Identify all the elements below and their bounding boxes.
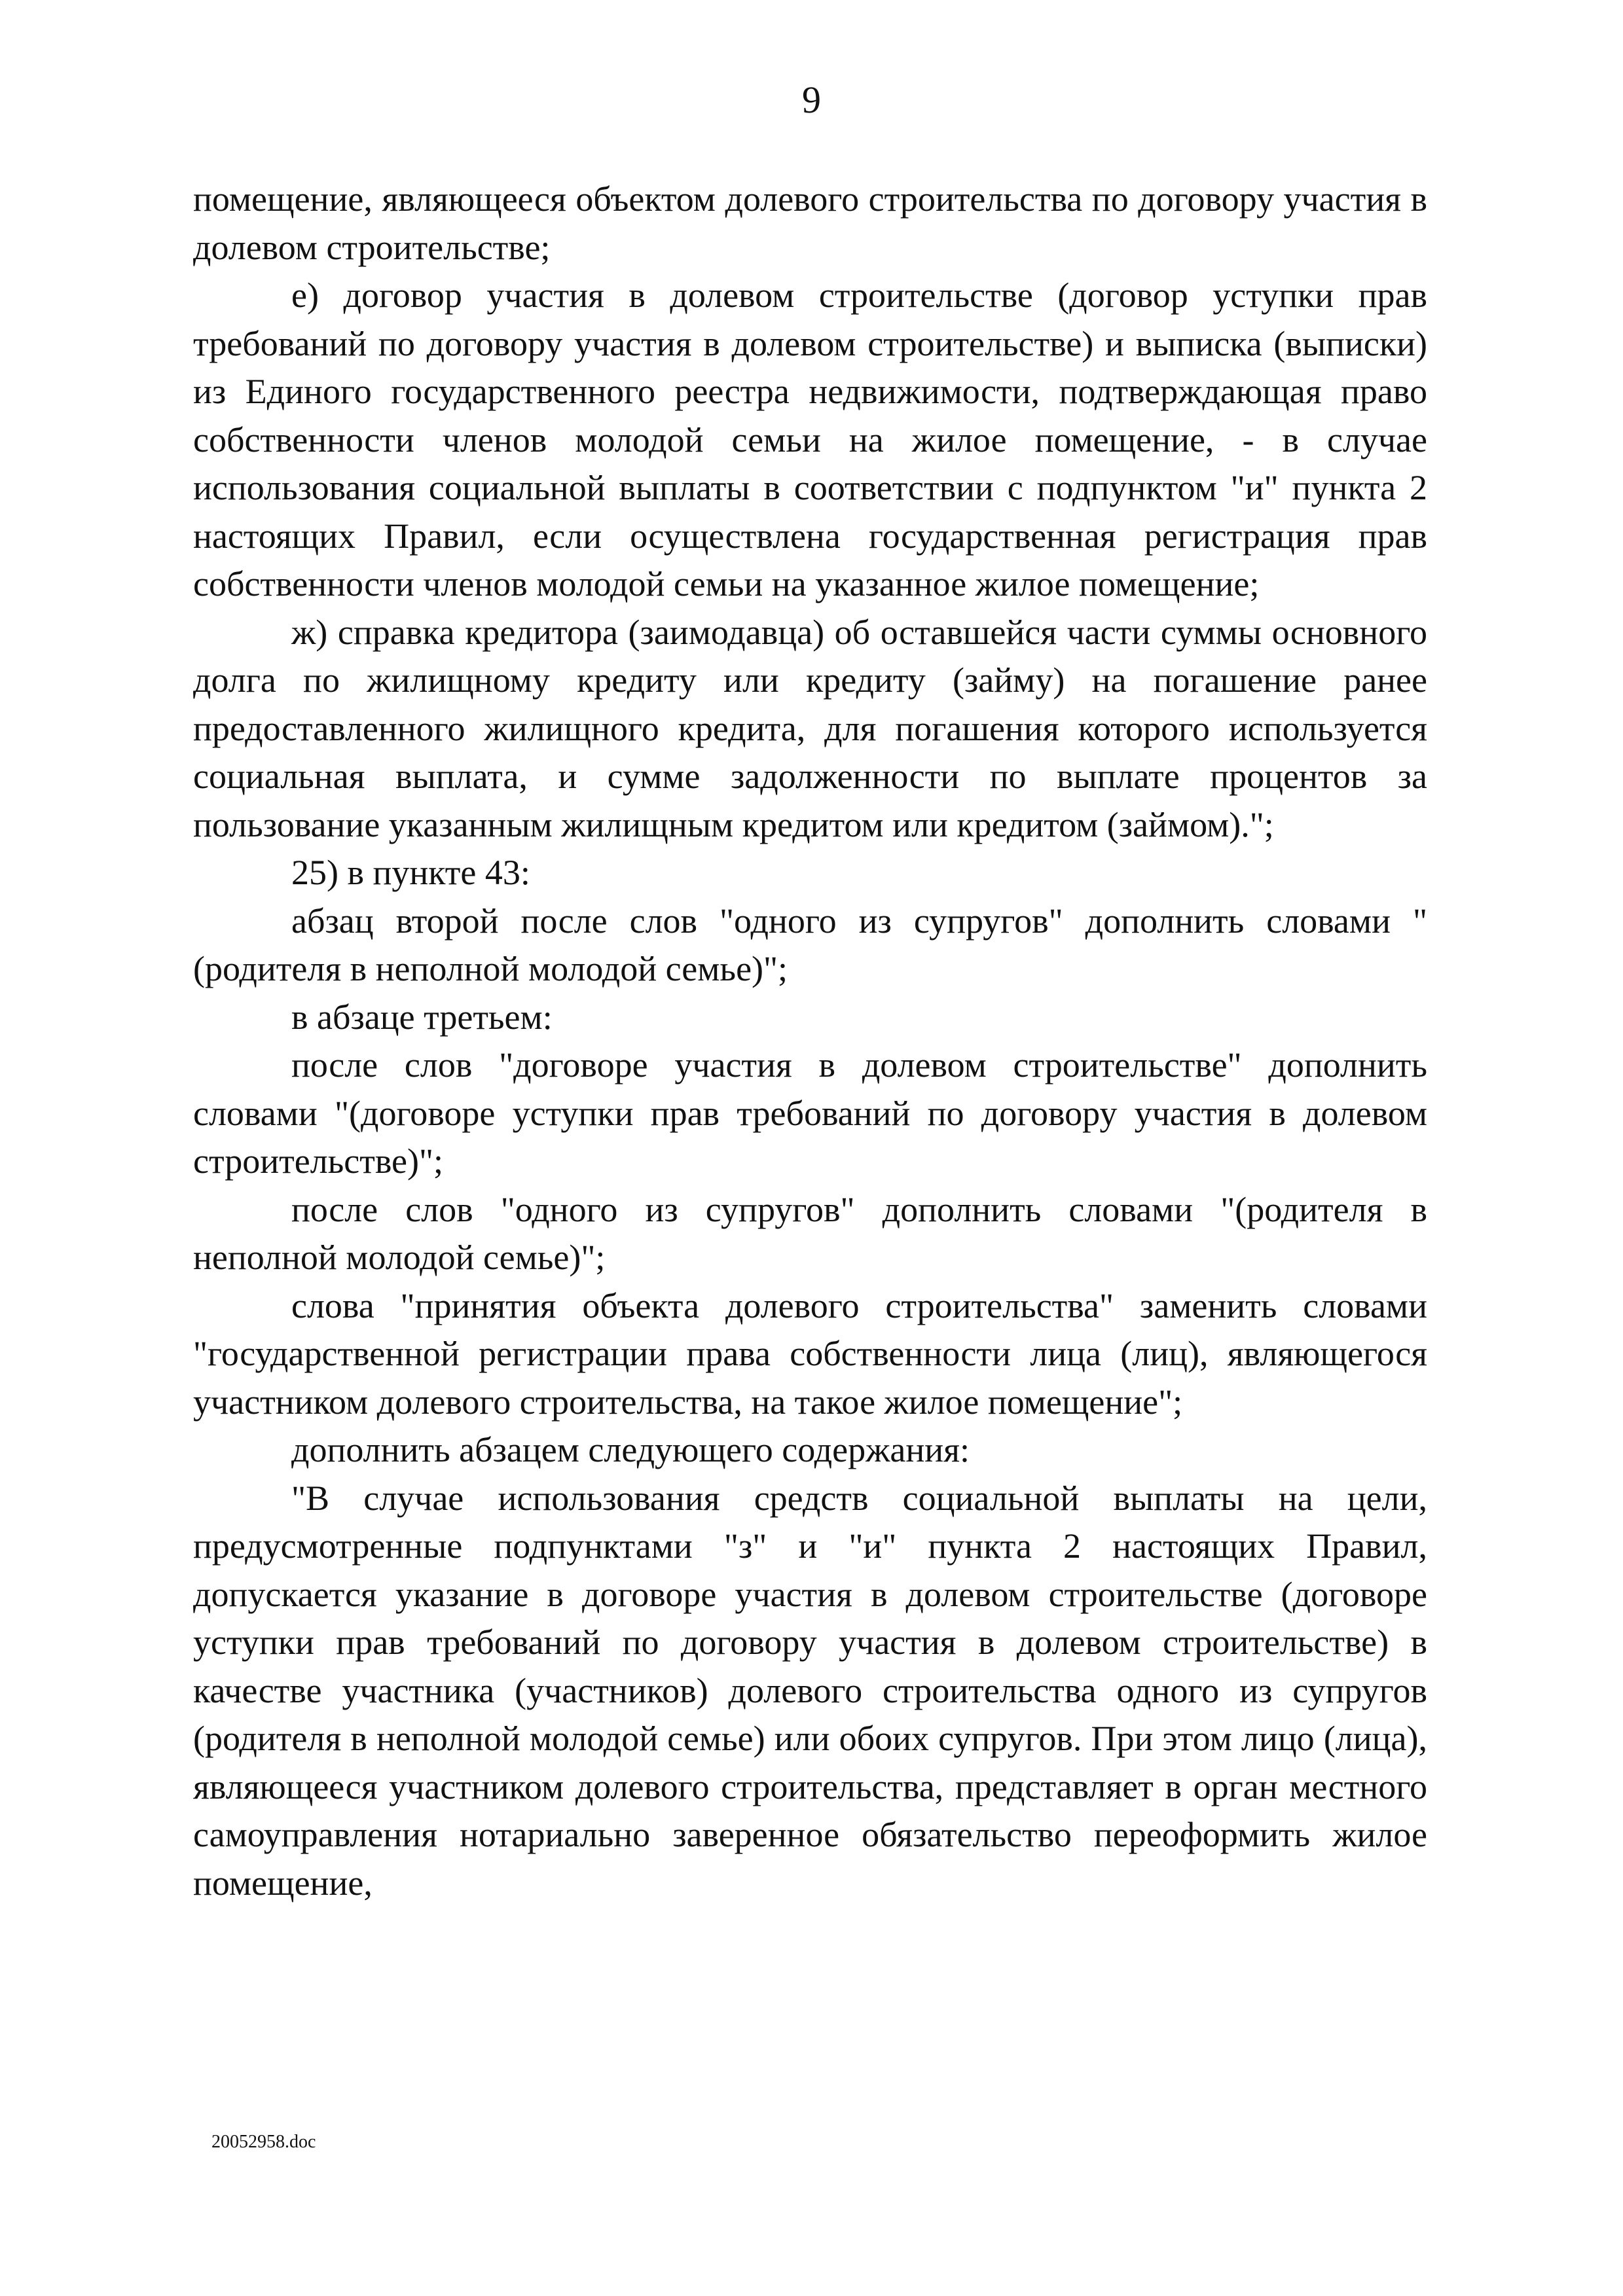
paragraph: помещение, являющееся объектом долевого строительства по договору участия в долевом строительстве; [193, 179, 1427, 267]
document-body [193, 175, 1427, 1907]
paragraph: после слов "одного из супругов" дополнить словами "(родителя в неполной молодой семье)"; [193, 1189, 1427, 1277]
paragraph: абзац второй после слов "одного из супругов" дополнить словами "(родителя в неполной молодой семье)"; [193, 901, 1427, 988]
paragraph: дополнить абзацем следующего содержания: [291, 1430, 970, 1469]
page-number: 9 [802, 79, 821, 121]
document-filename: 20052958.doc [211, 2132, 316, 2152]
paragraph: "В случае использования средств социальной выплаты на цели, предусмотренные подпунктами "з" и "и" пункта 2 настоящих Правил, допускается указание в договоре участия в долевом строительстве (договоре уступки прав требований по договору участия в долевом строительстве) в качестве участника (участников) долевого строительства одного из супругов (родителя в неполной молодой семье) или обоих супругов. При этом лицо (лица), являющееся участником долевого строительства, представляет в орган местного самоуправления нотариально заверенное обязательство переоформить жилое помещение, [193, 1478, 1427, 1903]
paragraph: слова "принятия объекта долевого строительства" заменить словами "государственной регистрации права собственности лица (лиц), являющегося участником долевого строительства, на такое жилое помещение"; [193, 1285, 1427, 1422]
paragraph: в абзаце третьем: [291, 997, 553, 1037]
paragraph: е) договор участия в долевом строительстве (договор уступки прав требований по договору участия в долевом строительстве) и выписка (выписки) из Единого государственного реестра недвижимости, подтверждающая право собственности членов молодой семьи на жилое помещение, - в случае использования социальной выплаты в соответствии с подпунктом "и" пункта 2 настоящих Правил, если осуществлена государственная регистрация прав собственности членов молодой семьи на указанное жилое помещение; [193, 276, 1427, 603]
paragraph: после слов "договоре участия в долевом строительстве" дополнить словами "(договоре уступки прав требований по договору участия в долевом строительстве)"; [193, 1045, 1427, 1181]
paragraph: ж) справка кредитора (заимодавца) об оставшейся части суммы основного долга по жилищному кредиту или кредиту (займу) на погашение ранее предоставленного жилищного кредита, для погашения которого используется социальная выплата, и сумме задолженности по выплате процентов за пользование указанным жилищным кредитом или кредитом (займом)."; [193, 612, 1427, 844]
paragraph: 25) в пункте 43: [291, 853, 530, 892]
